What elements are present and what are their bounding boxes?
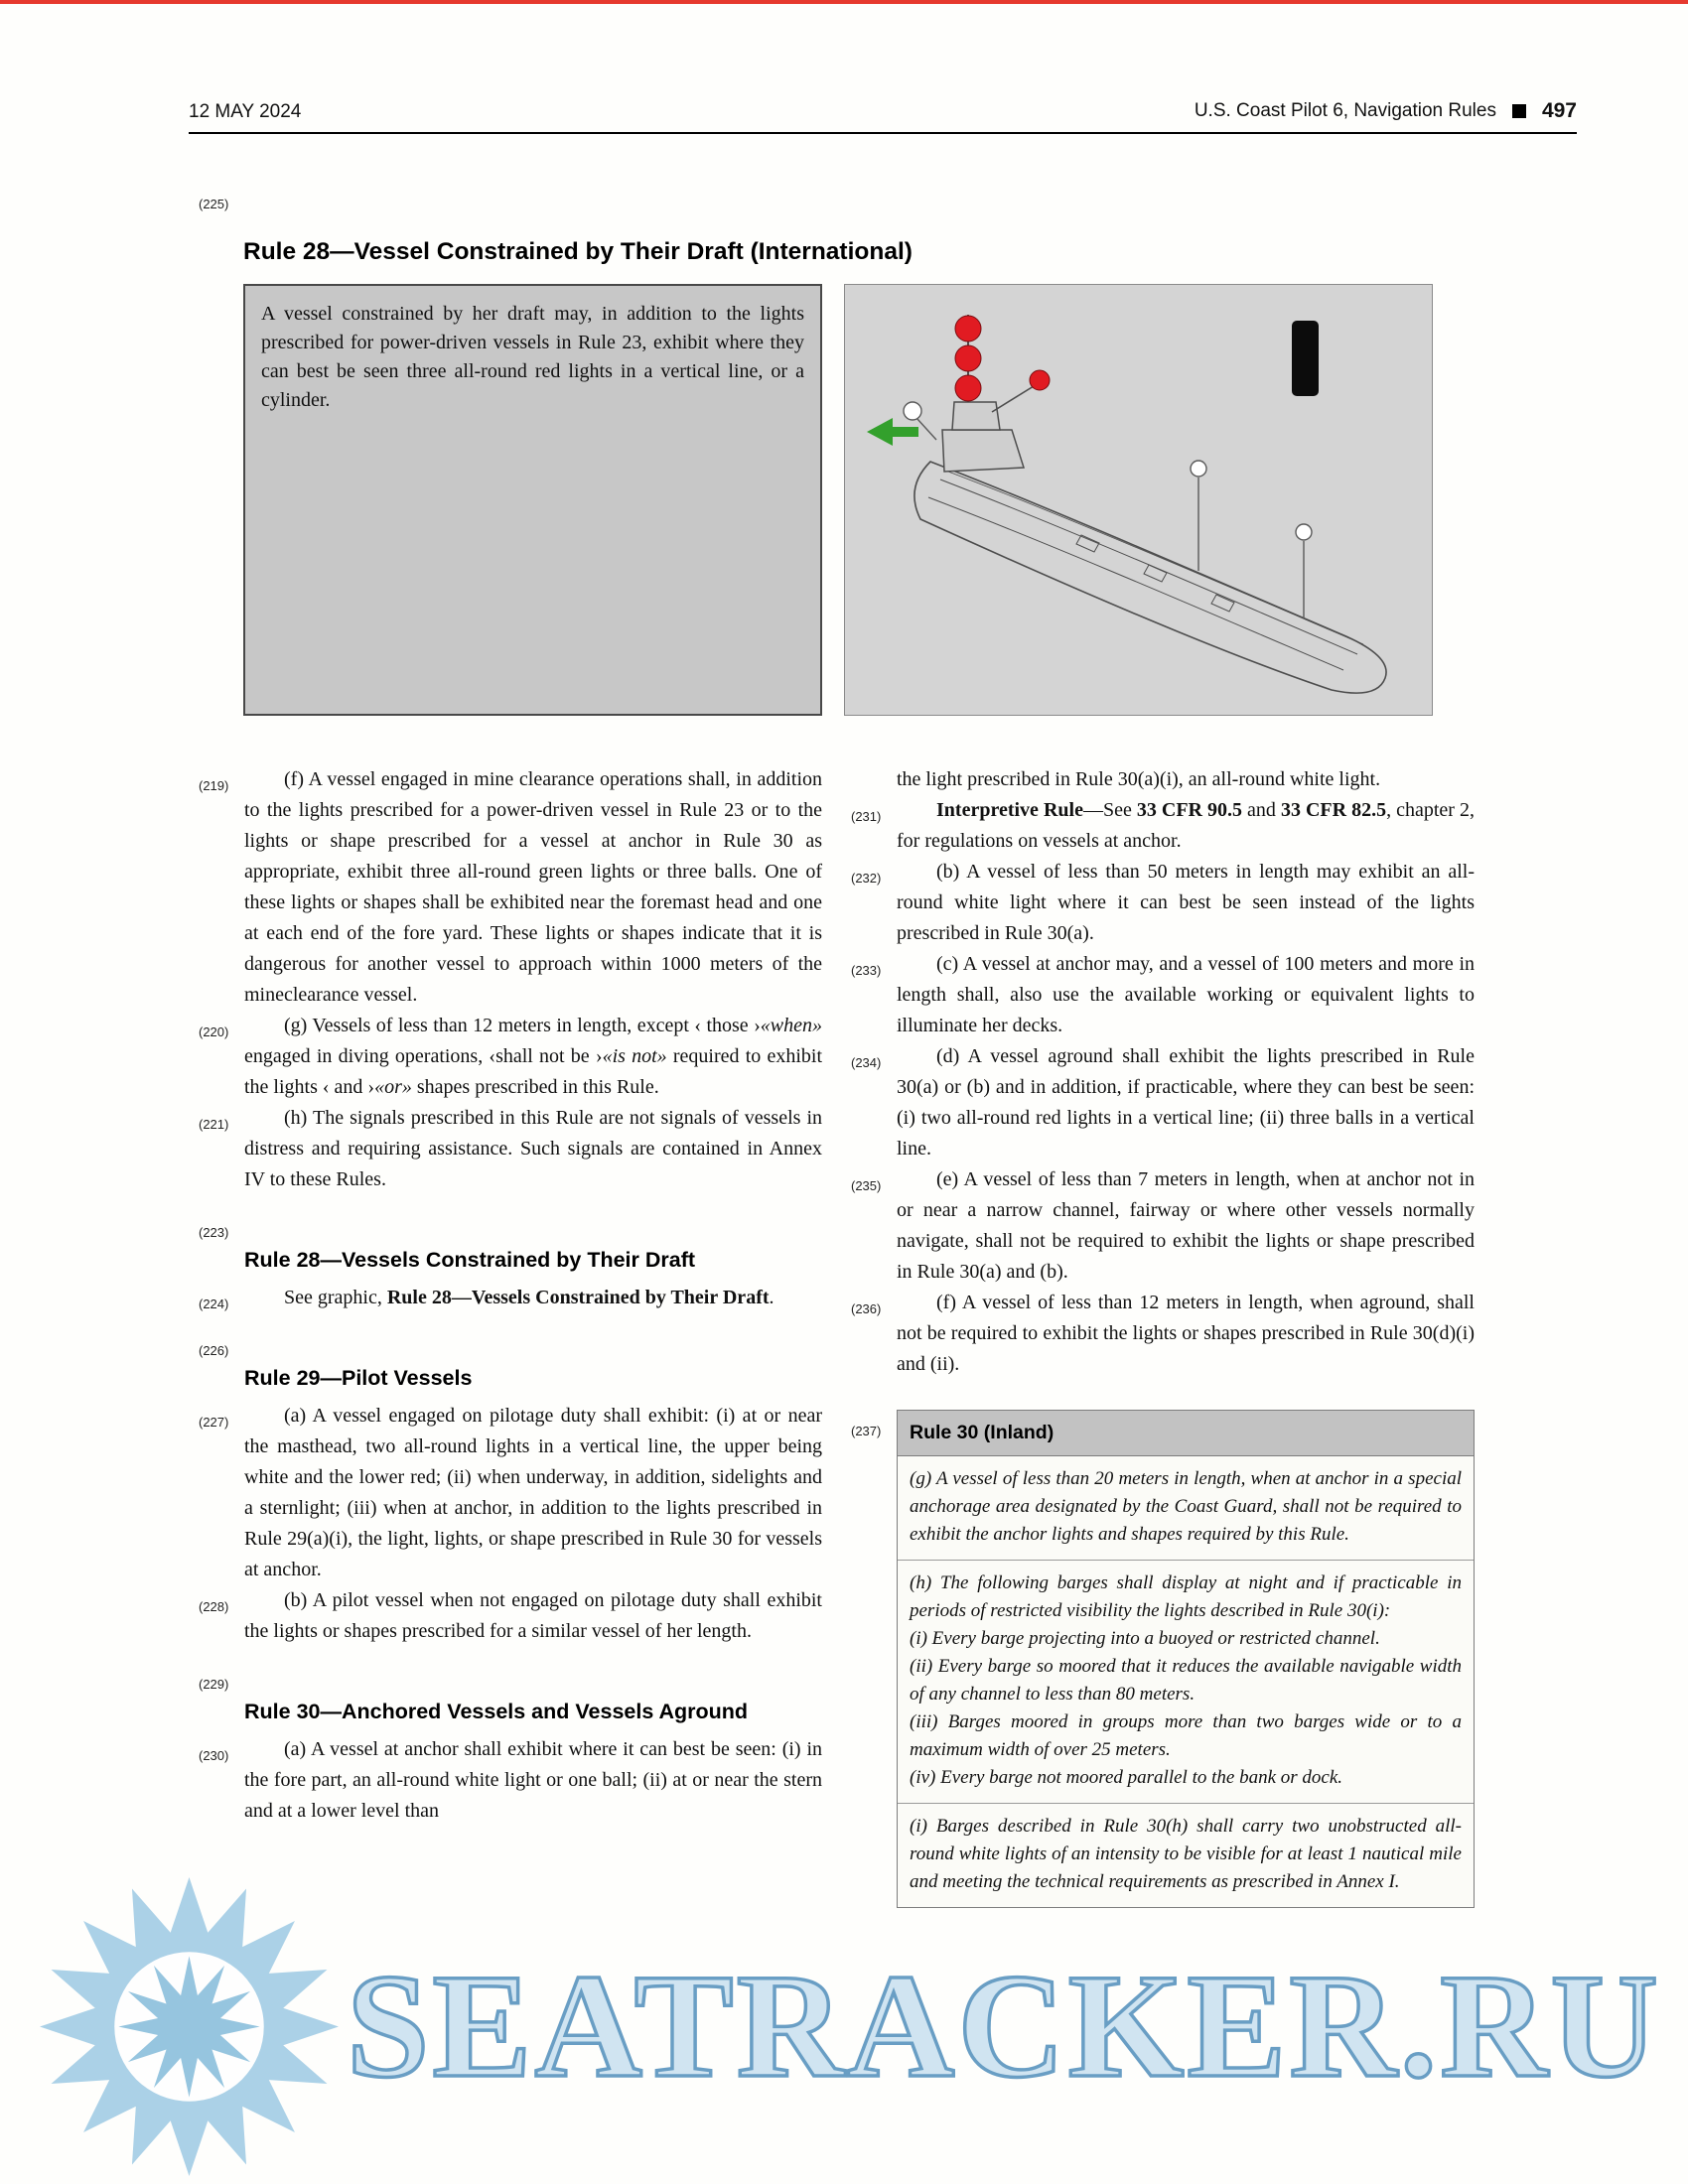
- paragraph: [851, 1288, 1475, 1380]
- inland-rule-paragraph: (ii) Every barge so moored that it reduces the available navigable width of any channel to less than 80 meters.: [910, 1656, 1462, 1705]
- paragraph-text: [244, 1283, 822, 1313]
- text-run: (b) A vessel of less than 50 meters in length may exhibit an all-round white light where it can best be seen instead of the lights prescribed in Rule 30(a).: [897, 861, 1475, 944]
- paragraph-text: [897, 949, 1475, 1041]
- right-column: [851, 764, 1475, 1908]
- text-run: , chapter 2, for regulations on vessels at anchor.: [897, 799, 1475, 852]
- paragraph-number: (231): [851, 809, 882, 824]
- rule-heading: Rule 29—Pilot Vessels: [244, 1366, 473, 1390]
- two-column-text: [199, 764, 1475, 1908]
- watermark: [38, 1862, 1686, 2184]
- text-run: shapes prescribed in this Rule.: [411, 1076, 659, 1098]
- rule-heading: Rule 30—Anchored Vessels and Vessels Aground: [244, 1700, 749, 1723]
- header-date: 12 MAY 2024: [189, 101, 302, 122]
- rule-heading-block: [199, 1221, 822, 1275]
- paragraph-number: (220): [199, 1024, 229, 1039]
- paragraph-number: (235): [851, 1178, 882, 1193]
- rule-heading-block: [199, 1339, 822, 1393]
- paragraph-number: (221): [199, 1117, 229, 1132]
- paragraph-text: [244, 764, 822, 1011]
- cylinder-day-shape-icon: [1292, 321, 1319, 396]
- paragraph-text: [897, 1041, 1475, 1164]
- paragraph-number: (229): [199, 1677, 229, 1692]
- superstructure: [942, 402, 1024, 472]
- inland-rule-paragraph: (i) Barges described in Rule 30(h) shall carry two unobstructed all-round white lights of an intensity to be visible for at least 1 nautical mile and meeting the technical requirements as prescribed in Annex I.: [910, 1816, 1462, 1892]
- paragraph-text: [897, 857, 1475, 949]
- paragraph: [199, 1283, 822, 1313]
- text-run: —See: [1082, 799, 1137, 821]
- paragraph-text: [897, 764, 1475, 795]
- paragraph-number: (225): [199, 197, 229, 211]
- inland-rule-section: [898, 1560, 1474, 1803]
- paragraph: [851, 1164, 1475, 1288]
- paragraph-number: (226): [199, 1343, 229, 1358]
- text-run: (f) A vessel engaged in mine clearance operations shall, in addition to the lights prescribed for a power-driven vessel in Rule 23 or to the lights or shape prescribed for a vessel at anchor in Rule 30 as appropriate, exhibit three all-round green lights or three balls. One of these lights or shapes shall be exhibited near the foremast head and one at each end of the fore yard. These lights or shapes indicate that it is dangerous for another vessel to approach within 1000 meters of the mineclearance vessel.: [244, 768, 822, 1006]
- text-run: «when»: [760, 1015, 822, 1036]
- inland-rule-paragraph: (g) A vessel of less than 20 meters in length, when at anchor in a special anchorage area designated by the Coast Guard, shall not be required to exhibit the anchor lights and shapes required by this Rule.: [910, 1468, 1462, 1545]
- text-run: .: [769, 1287, 774, 1308]
- paragraph: [851, 795, 1475, 857]
- sun-logo-icon: [38, 1875, 341, 2178]
- paragraph-text: [897, 795, 1475, 857]
- paragraph: [851, 949, 1475, 1041]
- figure-illustration: [844, 284, 1433, 716]
- text-run: (d) A vessel aground shall exhibit the lights prescribed in Rule 30(a) or (b) and in addition, if practicable, where they can best be seen: (i) two all-round red lights in a vertical line; (ii) three balls in a vertical line.: [897, 1045, 1475, 1160]
- inland-rule-paragraph: (i) Every barge projecting into a buoyed or restricted channel.: [910, 1628, 1380, 1649]
- text-run: «or»: [374, 1076, 412, 1098]
- paragraph: [199, 1585, 822, 1647]
- paragraph-number: (227): [199, 1415, 229, 1430]
- paragraph: [199, 1103, 822, 1195]
- text-run: 33 CFR 90.5: [1136, 799, 1243, 821]
- three-red-all-round-lights-icon: [955, 315, 981, 402]
- paragraph-number: (234): [851, 1055, 882, 1070]
- text-run: (e) A vessel of less than 7 meters in length, when at anchor not in or near a narrow channel, fairway or where other vessels normally navigate, shall not be required to exhibit the lights or shape prescribed in Rule 30(a) and (b).: [897, 1168, 1475, 1283]
- paragraph-text: [897, 1288, 1475, 1380]
- paragraph-text: [244, 1011, 822, 1103]
- figure-caption: A vessel constrained by her draft may, in addition to the lights prescribed for power-driven vessels in Rule 23, exhibit where they can best be seen three all-round red lights in a vertical line, or a cylinder.: [243, 284, 822, 716]
- paragraph-number: (233): [851, 963, 882, 978]
- inland-rule-paragraph: (h) The following barges shall display at night and if practicable in periods of restricted visibility the lights described in Rule 30(i):: [910, 1572, 1462, 1621]
- text-run: (g) Vessels of less than 12 meters in length, except ‹ those ›: [284, 1015, 761, 1036]
- rule-28-figure: [243, 284, 1433, 716]
- paragraph-number: (232): [851, 871, 882, 886]
- ship-illustration: [845, 285, 1432, 715]
- inland-rule-paragraph: (iii) Barges moored in groups more than two barges wide or to a maximum width of over 25 meters.: [910, 1711, 1462, 1760]
- inland-rule-paragraph: (iv) Every barge not moored parallel to the bank or dock.: [910, 1767, 1343, 1788]
- paragraph: [199, 1401, 822, 1585]
- left-column: [199, 764, 822, 1908]
- figure-title: Rule 28—Vessel Constrained by Their Draft (International): [243, 238, 913, 265]
- text-run: Rule 28—Vessels Constrained by Their Draft: [386, 1287, 770, 1308]
- text-run: (c) A vessel at anchor may, and a vessel of 100 meters and more in length shall, also use the available working or equivalent lights to illuminate her decks.: [897, 953, 1475, 1036]
- header-publication: U.S. Coast Pilot 6, Navigation Rules: [1194, 100, 1496, 121]
- paragraph-number: (224): [199, 1297, 229, 1311]
- page-header: [189, 99, 1577, 134]
- text-run: (f) A vessel of less than 12 meters in length, when aground, shall not be required to exhibit the lights or shapes prescribed in Rule 30(d)(i) and (ii).: [897, 1292, 1475, 1375]
- text-run: (h) The signals prescribed in this Rule are not signals of vessels in distress and requiring assistance. Such signals are contained in Annex IV to these Rules.: [244, 1107, 822, 1190]
- header-square-icon: [1512, 104, 1526, 118]
- text-run: (b) A pilot vessel when not engaged on pilotage duty shall exhibit the lights or shapes prescribed for a similar vessel of her length.: [244, 1589, 822, 1642]
- text-run: «is not»: [602, 1045, 667, 1067]
- paragraph-text: [244, 1585, 822, 1647]
- paragraph-text: [244, 1401, 822, 1585]
- paragraph: [851, 764, 1475, 795]
- paragraph-text: [897, 1164, 1475, 1288]
- header-page-number: 497: [1541, 99, 1577, 122]
- paragraph: [851, 857, 1475, 949]
- paragraph-text: [244, 1103, 822, 1195]
- paragraph-number: (223): [199, 1225, 229, 1240]
- paragraph-number: (237): [851, 1424, 882, 1438]
- inland-rule-section: [898, 1456, 1474, 1560]
- paragraph: [199, 1011, 822, 1103]
- paragraph: [199, 1734, 822, 1827]
- red-ball-light-icon: [992, 370, 1050, 412]
- paragraph: [851, 1041, 1475, 1164]
- page-top-edge: [0, 0, 1688, 4]
- text-run: the light prescribed in Rule 30(a)(i), an all-round white light.: [897, 768, 1381, 790]
- paragraph-number: (236): [851, 1301, 882, 1316]
- inland-rule-box: [897, 1410, 1475, 1908]
- inland-rule-box-title: Rule 30 (Inland): [898, 1411, 1474, 1456]
- text-run: 33 CFR 82.5: [1280, 799, 1387, 821]
- paragraph: [199, 764, 822, 1011]
- text-run: and: [1242, 799, 1281, 821]
- text-run: See graphic,: [284, 1287, 387, 1308]
- rule-heading: Rule 28—Vessels Constrained by Their Draft: [244, 1248, 696, 1272]
- watermark-text: SEATRACKER.RU: [347, 1944, 1661, 2109]
- text-run: Interpretive Rule: [936, 799, 1083, 821]
- text-run: (a) A vessel at anchor shall exhibit where it can best be seen: (i) in the fore part, an all-round white light or one ball; (ii) at or near the stern and at a lower level than: [244, 1738, 822, 1822]
- text-run: engaged in diving operations, ‹shall not be ›: [244, 1045, 603, 1067]
- green-arrow-icon: [867, 418, 918, 446]
- text-run: required to exhibit the lights ‹ and ›: [244, 1045, 823, 1098]
- rule-heading-block: [199, 1673, 822, 1726]
- paragraph-number: (228): [199, 1599, 229, 1614]
- text-run: (a) A vessel engaged on pilotage duty shall exhibit: (i) at or near the masthead, two all-round lights in a vertical line, the upper being white and the lower red; (ii) when underway, in addition, sidelights and a sternlight; (iii) when at anchor, in addition to the lights prescribed in Rule 29(a)(i), the light, lights, or shape prescribed in Rule 30 for vessels at anchor.: [244, 1405, 822, 1580]
- paragraph-number: (219): [199, 778, 229, 793]
- paragraph-number: (230): [199, 1748, 229, 1763]
- inland-rule-section: [898, 1803, 1474, 1907]
- inland-rule-block: [851, 1410, 1475, 1908]
- tanker-hull-outline: [914, 462, 1386, 693]
- paragraph-text: [244, 1734, 822, 1827]
